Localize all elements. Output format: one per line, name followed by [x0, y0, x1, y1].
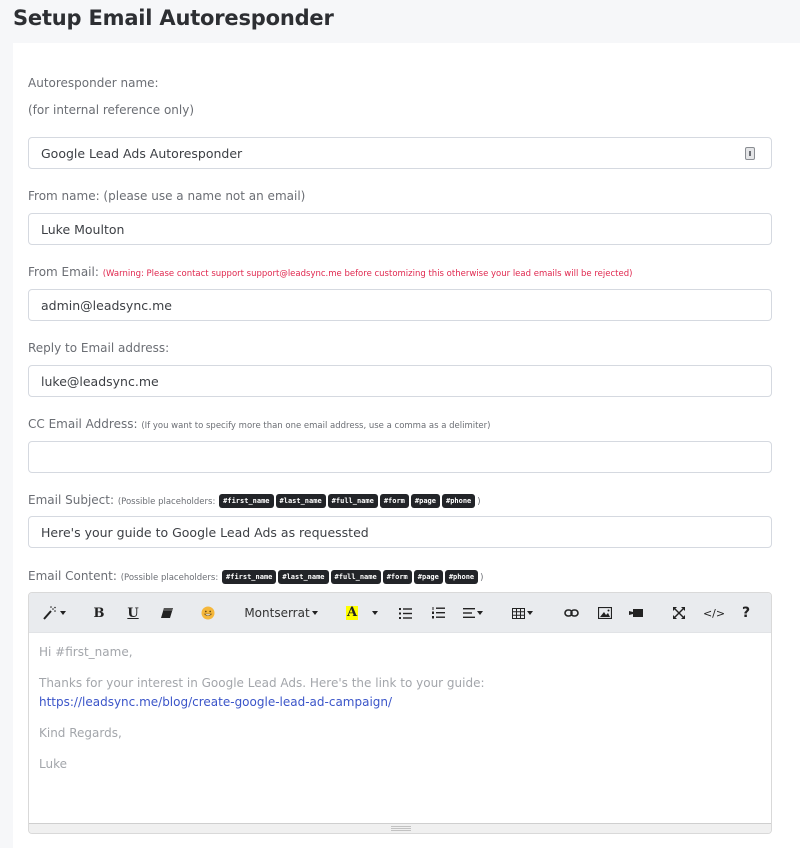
subject-hint-suffix: ) [477, 497, 481, 507]
cc-email-label [28, 417, 490, 431]
guide-link[interactable]: https://leadsync.me/blog/create-google-lead-ad-campaign/ [39, 695, 393, 709]
autoresponder-name-label: Autoresponder name: [28, 76, 159, 90]
font-family-dropdown[interactable] [241, 603, 321, 623]
content-label [28, 569, 483, 584]
page-title: Setup Email Autoresponder [13, 6, 334, 30]
fullscreen-icon [673, 607, 685, 619]
autoresponder-name-value: Google Lead Ads Autoresponder [41, 145, 243, 161]
placeholder-badge[interactable]: #form [383, 570, 412, 584]
contact-card-icon[interactable] [745, 147, 755, 160]
from-email-label [28, 265, 632, 279]
cc-email-input[interactable] [28, 441, 772, 473]
reply-to-input[interactable] [28, 365, 772, 397]
eraser-button[interactable] [159, 603, 175, 623]
placeholder-badge[interactable]: #last_name [276, 494, 326, 508]
reply-to-label: Reply to Email address: [28, 341, 170, 355]
from-email-value: admin@leadsync.me [41, 297, 172, 313]
picture-icon [598, 607, 612, 619]
subject-label [28, 493, 481, 508]
subject-hint-prefix: (Possible placeholders: [117, 497, 216, 507]
from-email-label-text: From Email: [28, 265, 99, 279]
placeholder-badge[interactable]: #page [414, 570, 443, 584]
table-icon [512, 608, 525, 619]
text-color-dropdown[interactable] [367, 603, 381, 623]
editor-content-area[interactable] [29, 633, 771, 796]
from-email-warning: (Warning: Please contact support support@leadsync.me before customizing this otherwise your lead emails will be rejected) [102, 269, 633, 279]
ordered-list-button[interactable] [430, 603, 446, 623]
reply-to-value: luke@leadsync.me [41, 373, 159, 389]
style-button[interactable] [41, 603, 67, 623]
cc-email-label-text: CC Email Address: [28, 417, 138, 431]
from-name-value: Luke Moulton [41, 221, 125, 237]
table-dropdown[interactable] [509, 603, 535, 623]
eraser-icon [161, 608, 173, 618]
help-button[interactable]: ? [741, 605, 751, 621]
placeholder-badge[interactable]: #first_name [222, 570, 276, 584]
placeholder-badge[interactable]: #page [411, 494, 440, 508]
subject-label-text: Email Subject: [28, 493, 115, 507]
unordered-list-icon [399, 608, 412, 619]
chevron-down-icon [372, 611, 378, 615]
subject-input[interactable] [28, 516, 772, 548]
editor-toolbar [29, 593, 771, 633]
text-color-button[interactable] [345, 603, 359, 623]
link-button[interactable] [562, 603, 580, 623]
cc-email-hint: (If you want to specify more than one email address, use a comma as a delimiter) [141, 421, 491, 431]
resize-handle[interactable] [391, 826, 411, 831]
content-hint-suffix: ) [480, 573, 484, 583]
chevron-down-icon [312, 611, 318, 615]
placeholder-badge[interactable]: #form [380, 494, 409, 508]
editor-statusbar [29, 823, 771, 833]
autoresponder-name-sublabel: (for internal reference only) [28, 103, 195, 117]
content-paragraph [39, 674, 761, 712]
from-name-input[interactable] [28, 213, 772, 245]
subject-value: Here's your guide to Google Lead Ads as requessted [41, 524, 369, 540]
emoji-button[interactable] [199, 603, 217, 623]
placeholder-badge[interactable]: #phone [445, 570, 478, 584]
magic-wand-icon [42, 606, 58, 620]
video-icon [629, 608, 643, 618]
placeholder-badge[interactable]: #phone [442, 494, 475, 508]
unordered-list-button[interactable] [397, 603, 413, 623]
content-greeting: Hi #first_name, [39, 645, 133, 659]
placeholder-badge[interactable]: #full_name [328, 494, 378, 508]
code-view-button[interactable]: </> [702, 606, 726, 620]
bold-button[interactable]: B [93, 605, 105, 621]
picture-button[interactable] [596, 603, 614, 623]
align-icon [463, 608, 475, 618]
fullscreen-button[interactable] [670, 603, 688, 623]
emoji-icon [201, 606, 215, 620]
placeholder-badge[interactable]: #first_name [219, 494, 273, 508]
video-button[interactable] [627, 603, 645, 623]
autoresponder-name-input[interactable] [28, 137, 772, 169]
underline-button[interactable]: U [127, 605, 139, 621]
link-icon [564, 609, 579, 617]
from-name-label: From name: (please use a name not an email) [28, 189, 306, 203]
paragraph-align-dropdown[interactable] [461, 603, 485, 623]
email-content-editor [28, 592, 772, 834]
placeholder-badge[interactable]: #full_name [331, 570, 381, 584]
content-hint-prefix: (Possible placeholders: [120, 573, 219, 583]
content-closing: Kind Regards, [39, 726, 122, 740]
from-email-input[interactable] [28, 289, 772, 321]
text-color-letter: A [346, 605, 358, 620]
ordered-list-icon [432, 607, 445, 619]
content-intro-text: Thanks for your interest in Google Lead Ads. Here's the link to your guide: [39, 676, 485, 690]
content-signature: Luke [39, 757, 67, 771]
content-label-text: Email Content: [28, 569, 117, 583]
font-family-value: Montserrat [244, 606, 310, 620]
placeholder-badge[interactable]: #last_name [278, 570, 328, 584]
